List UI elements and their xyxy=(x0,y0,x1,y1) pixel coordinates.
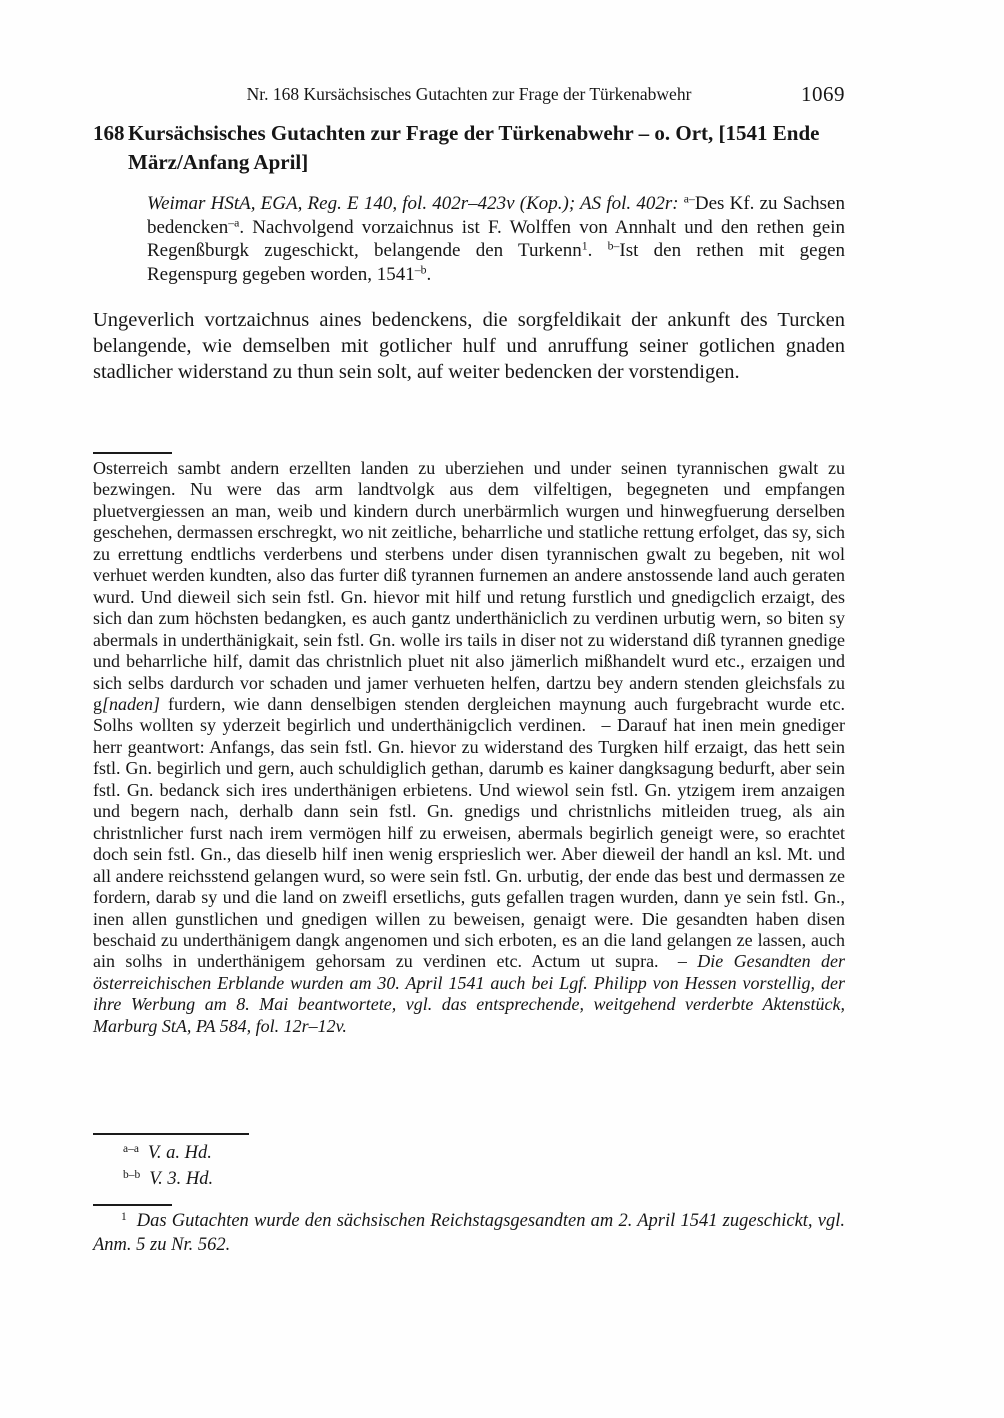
entry-heading xyxy=(93,119,845,176)
entry-number: 168 xyxy=(93,121,125,145)
variant-marker-b-close: –b xyxy=(414,263,427,277)
editorial-interpolation: [naden] xyxy=(102,693,160,714)
variant-b-text: Ist den rethen mit gegen Regenspurg gegeben worden, 1541 xyxy=(147,240,846,285)
editorial-note: Die Gesandten der österreichischen Erblande wurden am 30. April 1541 auch bei Lgf. Philipp von Hessen vorstellig, der ihre Werbung am 8. Mai beantwortete, vgl. das entsprechende, weitgehend verderbte Aktenstück, Marburg StA, PA 584, fol. 12r–12v. xyxy=(93,951,846,1036)
source-note-separator: . xyxy=(587,240,608,262)
variant-a-text: Des Kf. zu Sachsen bedencken xyxy=(147,193,845,238)
variant-marker-a-open: a– xyxy=(683,192,695,206)
running-head-title: Nr. 168 Kursächsisches Gutachten zur Frage der Türkenabwehr xyxy=(246,84,692,104)
continuation-text xyxy=(93,458,845,1037)
apparatus-siglum-b: b–b xyxy=(123,1168,141,1181)
continuation-part2: furdern, wie dann denselbigen stenden dergleichen maynung auch furgebracht wurde etc. Solhs wollten sy yderzeit begirlich und underthänigclich verdinen. – Darauf hat inen mein gnediger herr geantwort: Anfangs, das sein fstl. Gn. hievor zu widerstand des Turgken hilf erzaigt, das hett sein fstl. Gn. begirlich und gern, auch schuldiglich gethan, darumb es kainer dangksagung bedurft, aber sein fstl. Gn. bedanck sich ires underthänigen erbietens. Und wiewol sein fstl. Gn. ytzigem irem anzaigen und begern nach, derhalb dann sein fstl. Gn. gnedigs und christnlichs mitleiden trueg, als ain christnlicher furst nach irem vermögen hilf zu erweisen, abermals begirlich geneigt were, so erachtet doch sein fstl. Gn., das dieselb hilf inen wenig ersprieslich wer. Aber dieweil der handl an ksl. Mt. und all andere reichsstend gelangen wurd, so were sein fstl. Gn. urbutig, der ende das best und dermassen ze fordern, darab sy und die land on zweifl ersetlichs, guts gefallen tragen wurden, dann ye sein fstl. Gn., inen allen gunstlichen und gnedigen willen zu beweisen, genaigt were. Die gesandten haben disen beschaid zu underthänigem dangk angenomen und sich erboten, es an die land gelangen ze lassen, auch ain solhs in underthänigem gehorsam zu verdinen etc. Actum ut supra. – xyxy=(93,693,845,972)
footnote-separator-rule xyxy=(93,1204,172,1206)
apparatus-siglum-a: a–a xyxy=(123,1142,139,1155)
apparatus-text-a: V. a. Hd. xyxy=(147,1143,212,1163)
source-note-tail: . xyxy=(426,263,432,285)
footnote-1 xyxy=(93,1210,845,1257)
footnote-marker-1: 1 xyxy=(121,1210,127,1223)
page-number: 1069 xyxy=(801,82,845,106)
apparatus-separator-rule xyxy=(93,1133,249,1135)
running-head xyxy=(93,84,845,105)
source-note xyxy=(147,192,845,286)
critical-apparatus xyxy=(93,1140,845,1192)
apparatus-text-b: V. 3. Hd. xyxy=(149,1169,214,1189)
continuation-separator-rule xyxy=(93,452,172,454)
entry-title: Kursächsisches Gutachten zur Frage der Türkenabwehr – o. Ort, [1541 Ende März/Anfang April] xyxy=(128,121,820,174)
archive-reference: Weimar HStA, EGA, Reg. E 140, fol. 402r–423v (Kop.); AS fol. 402r: xyxy=(147,193,684,214)
variant-marker-a-close: –a xyxy=(228,216,240,230)
apparatus-entry-b xyxy=(93,1166,845,1192)
abstract-paragraph: Ungeverlich vortzaichnus aines bedenckens, die sorgfeldikait der ankunft des Turcken belangende, wie demselben mit gotlicher hulf und anruffung seiner gotlichen gnaden stadlicher widerstand zu thun sein solt, auf weiter bedencken der vorstendigen. xyxy=(93,309,845,383)
footnote-text-1: Das Gutachten wurde den sächsischen Reichstagsgesandten am 2. April 1541 zugeschickt, vgl. Anm. 5 zu Nr. 562. xyxy=(93,1211,845,1255)
continuation-part1: Osterreich sambt andern erzellten landen zu uberziehen und under seinen tyrannischen gwalt zu bezwingen. Nu were das arm landtvolgk aus dem vilfeltigen, begegneten und empfangen pluetvergiessen an man, weib und kindern durch unerbärmlich wurgen und hinwegfuerung derselben geschehen, dermassen erschregkt, wo nit zeitliche, beharrliche und statliche rettung erfolget, das sy, sich zu errettung endtlichs verderbens und sterbens under disen tyrannischen gwalt zu begeben, nit wol verhuet werden kundten, also das furter diß tyrannen furnemen an andere anstossende land auch geraten wurd. Und dieweil sich sein fstl. Gn. hievor mit hilf und retung furstlich und gnedigclich erzaigt, des sich dan zum höchsten bedangken, es auch gantz underthäniclich zu verdinen urbutig wern, so biten sy abermals in underthänigkait, sein fstl. Gn. wolle irs tails in diser not zu widerstand diß tyrannen gnedige und beharrliche hilf, damit das christnlich pluet nit also jämerlich mißhandelt wurd etc., erzaigen und sich selbs dardurch vor schaden und jamer verhueten helfen, dartzu bey andern stenden gleichsfals zu g xyxy=(93,458,845,714)
apparatus-entry-a xyxy=(93,1140,845,1166)
source-note-middle: . Nachvolgend vorzaichnus ist F. Wolffen von Annhalt und den rethen gein Regenßburgk zugeschickt, belangende den Turkenn xyxy=(147,216,845,262)
footnote-reference-1: 1 xyxy=(581,239,588,253)
variant-marker-b-open: b– xyxy=(607,239,620,253)
